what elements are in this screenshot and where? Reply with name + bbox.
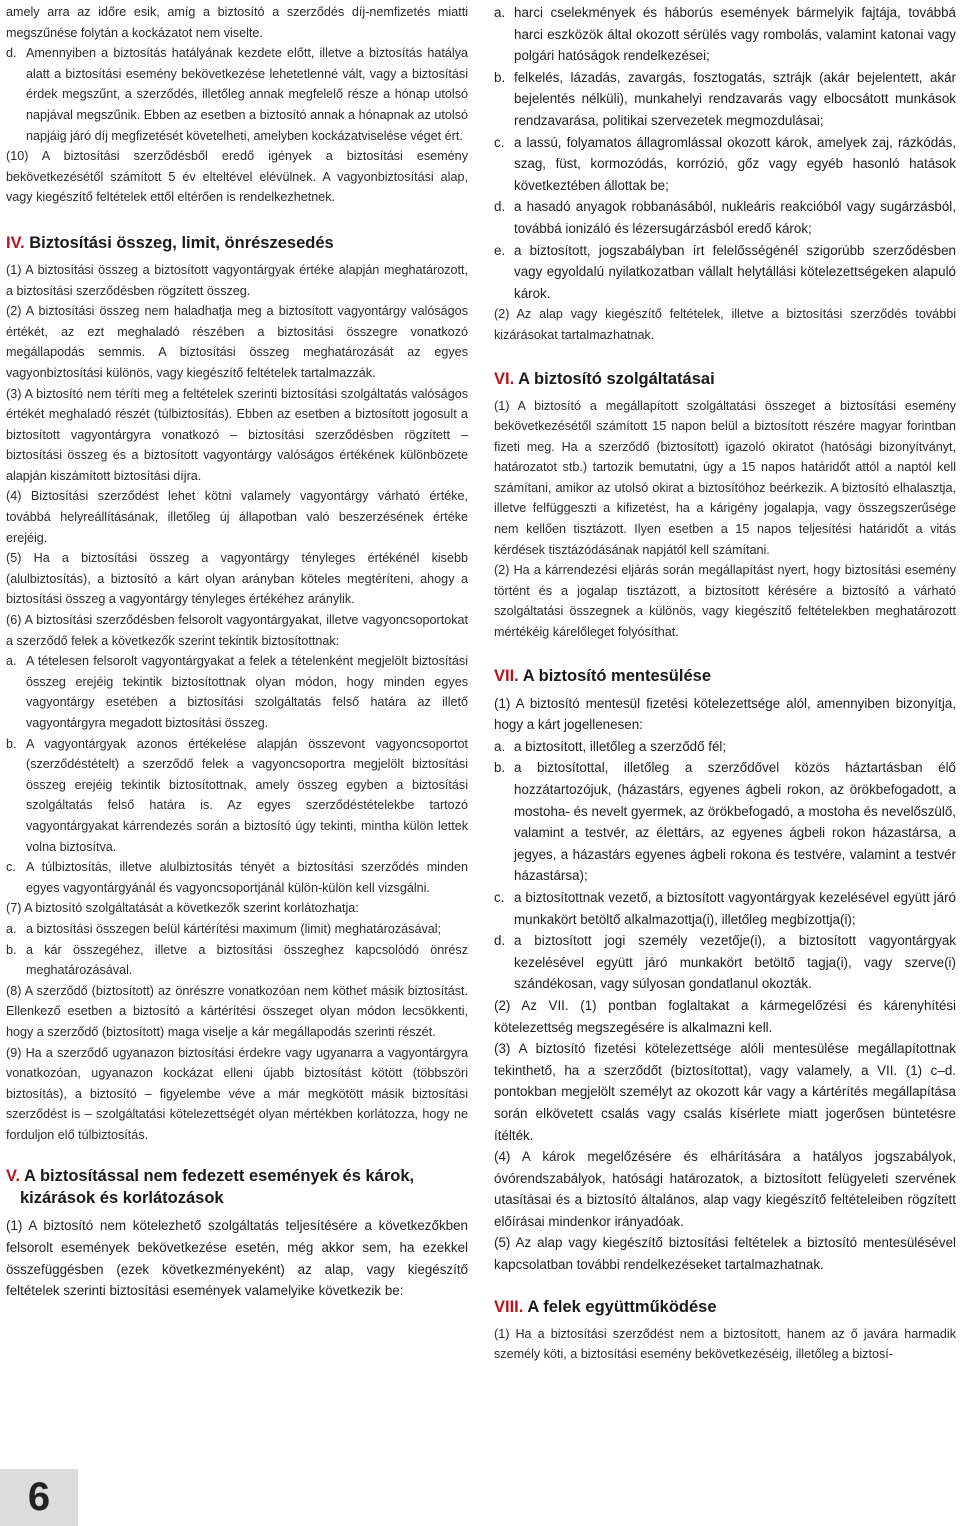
list-marker: b. bbox=[6, 942, 17, 957]
list-item-text: a biztosítottal, illetőleg a szerződővel közös háztartásban élő hozzátartozójuk, (házastárs, egyenes ágbeli rokon, az örökbefogadott, a mostoha- és nevelt gyermek, az örökbefogadó, a mostoha és nevelőszülő, valamint a testvér, az élettárs, az egyenes ágbeli rokon házastársa, a jegyes, a házastárs egyenes ágbeli rokona és testvére, valamint a testvér házastársa); bbox=[514, 760, 956, 884]
list-marker: c. bbox=[6, 860, 16, 875]
list-item-text: Amennyiben a biztosítás hatályának kezdete előtt, illetve a biztosítás hatálya alatt a biztosítási esemény bekövetkezése lehetetlenné vált, vagy a biztosítási érdek megszűnt, a szerződés, illetőleg annak megfelelő része a hónap utolsó napjával megszűnik. Ebben az esetben a biztosító annak a hónapnak az utolsó napjáig járó díj megfizetését követelheti, amelyben kockázatviselése véget ért. bbox=[26, 46, 468, 143]
list-item bbox=[6, 857, 468, 898]
s4p7-list bbox=[6, 919, 468, 981]
section-heading bbox=[494, 368, 956, 390]
list-item-text: a kár összegéhez, illetve a biztosítási összeghez kapcsolódó önrész meghatározásával. bbox=[26, 942, 468, 978]
left-column bbox=[6, 0, 468, 1302]
list-item-text: felkelés, lázadás, zavargás, fosztogatás, sztrájk (akár bejelentett, akár bejelentés nélküli), munkahelyi rendzavarás vagy elbocsátott munkások rendzavarása, politikai szervezetek megmozdulásai; bbox=[514, 69, 956, 128]
list-item bbox=[494, 736, 956, 758]
paragraph: (10) A biztosítási szerződésből eredő igények a biztosítási esemény bekövetkezésétől számított 5 év elteltével elévülnek. A vagyonbiztosítási alap, vagy kiegészítő feltételek ettől eltérően is rendelkezhetnek. bbox=[6, 149, 468, 205]
list-item-text: harci cselekmények és háborús események bármelyik fajtája, továbbá harci eszközök által okozott sérülés vagy rombolás, valamint katonai vagy polgári hatóságok rendelkezései; bbox=[514, 5, 956, 64]
paragraph: (5) Ha a biztosítási összeg a vagyontárgy tényleges értékénél kisebb (alulbiztosítás), a biztosító a kárt olyan arányban köteles megtéríteni, ahogy a biztosítási összeg a vagyontárgy tényleges értékéhez aránylik. bbox=[6, 551, 468, 607]
section-vi bbox=[494, 368, 956, 643]
list-marker: b. bbox=[6, 736, 17, 751]
section-v bbox=[6, 1165, 468, 1301]
list-item bbox=[494, 67, 956, 132]
list-item-text: A vagyontárgyak azonos értékelése alapján összevont vagyoncsoportot (szerződéstételt) a szerződő felek a vagyoncsoportra megjelölt biztosítási összeg erejéig tekintik biztosítottnak, amely összeg egyben a biztosítási szolgáltatás felső határa is. Az egyes szerződéstételekbe tartozó vagyontárgyakat kárrendezés során a biztosító úgy tekinti, mintha külön lettek volna biztosítva. bbox=[26, 736, 468, 854]
paragraph: (2) Az VII. (1) pontban foglaltakat a kármegelőzési és kárenyhítési kötelezettség megszegésére is alkalmazni kell. bbox=[494, 997, 956, 1035]
list-item bbox=[494, 240, 956, 305]
list-item-text: a biztosított jogi személy vezetője(i), a biztosított vagyontárgyak kezelésével együtt járó munkakört betöltő tagja(i), vagy szerve(i) szándékosan, vagy súlyosan gondatlanul okozták. bbox=[514, 933, 956, 992]
paragraph: (2) Ha a kárrendezési eljárás során megállapítást nyert, hogy biztosítási esemény történt és a jogalap tisztázott, a biztosított kérésére a biztosító a várható szolgáltatási összegnek a különös, vagy kiegészítő feltételekben meghatározott mértékéig kárelőleget folyósíthat. bbox=[494, 563, 956, 640]
s5-exclusions-list bbox=[494, 0, 956, 304]
list-item-text: A túlbiztosítás, illetve alulbiztosítás tényét a biztosítási szerződés minden egyes vagyontárgyánál és vagyoncsoportjánál külön-külön kell vizsgálni. bbox=[26, 860, 468, 895]
section-viii bbox=[494, 1296, 956, 1365]
list-item bbox=[494, 2, 956, 67]
paragraph: (3) A biztosító nem téríti meg a feltételek szerinti biztosítási szolgáltatás valóságos értékét meghaladó részét (túlbiztosítás). Ebben az esetben a biztosított jogosult a biztosított vagyontárgyra vonatkozó – biztosítási szerződésben rögzített – biztosítási összeg és a biztosított vagyontárgy valóságos értékének különbözete alapján kiszámított biztosítási díjra. bbox=[6, 386, 468, 483]
list-item bbox=[494, 196, 956, 239]
list-marker: c. bbox=[494, 889, 505, 905]
list-item bbox=[6, 43, 468, 146]
list-item-text: a biztosítási összegen belül kártérítési maximum (limit) meghatározásával; bbox=[26, 921, 442, 936]
list-marker: e. bbox=[494, 242, 506, 258]
paragraph: (7) A biztosító szolgáltatását a következők szerint korlátozhatja: bbox=[6, 901, 359, 916]
list-item-text: a hasadó anyagok robbanásából, nukleáris reakcióból vagy sugárzásból, továbbá ionizáló és lézersugárzásból eredő károk; bbox=[514, 199, 956, 236]
section-heading bbox=[6, 1165, 468, 1209]
paragraph: (1) A biztosítási összeg a biztosított vagyontárgyak értéke alapján meghatározott, a biztosítási szerződésben rögzített összeg. bbox=[6, 262, 468, 298]
section-number: VIII. bbox=[494, 1297, 524, 1316]
list-item-text: a biztosított, illetőleg a szerződő fél; bbox=[514, 738, 727, 754]
paragraph: (2) A biztosítási összeg nem haladhatja meg a biztosított vagyontárgy valóságos értékét, az ezt meghaladó részében a biztosítási összegre vonatkozó megállapodás semmis. A biztosítási összeg meghatározását az egyes vagyonbiztosítási különös, vagy kiegészítő feltételek tartalmazzák. bbox=[6, 304, 468, 380]
section-iv bbox=[6, 232, 468, 1146]
list-marker: a. bbox=[6, 654, 17, 669]
paragraph: (1) A biztosító a megállapított szolgáltatási összeget a biztosítási esemény bekövetkezésétől számított 15 napon belül a biztosított részére magyar forintban fizeti meg. Ha a szerződő (biztosított) igazoló okiratot (hatósági bizonyítványt, határozatot stb.) tartozik bemutatni, úgy a 15 napos határidőt attól a naptól kell számítani, amikor az utolsó okirat a biztosítóhoz beérkezik. A biztosító elhalasztja, illetve felfüggeszti a kifizetést, ha a kárigény jogalapja, vagy összegszerűsége nem kellően tisztázott. Ilyen esetben a 15 napos teljesítési határidőt a vitás kérdések tisztázódásának napjától kell számítani. bbox=[494, 398, 956, 557]
paragraph: (3) A biztosító fizetési kötelezettsége alóli mentesülése megállapítottnak tekinthető, ha a szerződőt (biztosítottat), vagy valamely, a VII. (1) c–d. pontokban megjelölt személyt az okozott kár vagy a kártérítés megállapítása során elkövetett csalás vagy csalás kísérlete miatt jogerősen büntetésre ítélték. bbox=[494, 1041, 956, 1143]
section-title-line2: kizárások és korlátozások bbox=[20, 1189, 224, 1208]
list-marker: a. bbox=[494, 738, 506, 754]
paragraph: (1) A biztosító nem kötelezhető szolgáltatás teljesítésére a következőkben felsorolt események bekövetkezése esetén, még akkor sem, ha ezekkel összefüggésben (ezek következményeként) az alap, vagy kiegészítő feltételek szerinti biztosítási események valamelyike következik be: bbox=[6, 1218, 468, 1299]
section-vii bbox=[494, 665, 956, 1276]
section-number: VII. bbox=[494, 666, 519, 685]
list-item bbox=[494, 757, 956, 887]
list-marker: b. bbox=[494, 760, 506, 776]
list-item-text: a biztosított, jogszabályban írt felelősségénél szigorúbb szerződésben vagy egyoldalú nyilatkozatban vállalt helytállási kötelezettségeken alapuló károk. bbox=[514, 242, 956, 301]
section-title: A felek együttműködése bbox=[523, 1297, 717, 1316]
list-marker: a. bbox=[494, 5, 506, 20]
paragraph: (8) A szerződő (biztosított) az önrészre vonatkozóan nem köthet másik biztosítást. Ellenkező esetben a biztosító a kártérítési összeget olyan módon lecsökkenti, hogy a szerződő (biztosított) maga viselje a kár megállapodás szerinti részét. bbox=[6, 983, 468, 1039]
s7-list bbox=[494, 736, 956, 995]
list-item bbox=[494, 132, 956, 197]
paragraph: (2) Az alap vagy kiegészítő feltételek, illetve a biztosítási szerződés további kizárásokat tartalmazhatnak. bbox=[494, 307, 956, 342]
paragraph: (4) Biztosítási szerződést lehet kötni valamely vagyontárgy várható értéke, továbbá helyreállításának, illetőleg új állapotban való beszerzésének értéke erejéig. bbox=[6, 489, 468, 545]
list-marker: d. bbox=[6, 46, 17, 61]
section-title: A biztosító mentesülése bbox=[518, 666, 711, 685]
section-heading bbox=[494, 1296, 956, 1318]
list-marker: d. bbox=[494, 933, 506, 949]
s4p6-list bbox=[6, 651, 468, 898]
page-number: 6 bbox=[0, 1469, 78, 1526]
section-title: A biztosító szolgáltatásai bbox=[514, 369, 715, 388]
list-marker: c. bbox=[494, 134, 505, 150]
section-title: Biztosítási összeg, limit, önrészesedés bbox=[24, 233, 334, 252]
paragraph: (9) Ha a szerződő ugyanazon biztosítási érdekre vagy ugyanarra a vagyontárgyra vonatkozóan, ugyanazon kockázat elleni újabb biztosítást kötött (többszöri biztosítás), a biztosító – figyelembe véve a már megkötött másik biztosítási szerződést is – szolgáltatási kötelezettségét olyan mértékben korlátozza, hogy ne forduljon elő túlbiztosítás. bbox=[6, 1045, 468, 1142]
list-item-text: a lassú, folyamatos állagromlással okozott károk, amelyek zaj, rázkódás, szag, füst, kormozódás, korrózió, gőz vagy egyéb hasonló hatások következtében állottak be; bbox=[514, 134, 956, 193]
section-number: V. bbox=[6, 1167, 21, 1186]
list-item bbox=[6, 919, 468, 940]
list-item bbox=[494, 887, 956, 930]
section-number: IV. bbox=[6, 233, 25, 252]
item-d-list bbox=[6, 43, 468, 146]
list-marker: b. bbox=[494, 69, 506, 85]
section-title: A biztosítással nem fedezett események és károk, bbox=[20, 1167, 415, 1186]
paragraph: (6) A biztosítási szerződésben felsorolt vagyontárgyakat, illetve vagyoncsoportokat a szerződő felek a következők szerint tekintik biztosítottnak: bbox=[6, 613, 468, 648]
list-item bbox=[6, 940, 468, 981]
right-column bbox=[494, 0, 956, 1365]
paragraph: (5) Az alap vagy kiegészítő biztosítási feltételek a biztosító mentesülésével kapcsolatban további rendelkezéseket tartalmazhatnak. bbox=[494, 1235, 956, 1273]
list-item-text: a biztosítottnak vezető, a biztosított vagyontárgyak kezelésével együtt járó munkakört betöltő alkalmazottja(i), illetőleg megbízottja(i); bbox=[514, 889, 956, 927]
list-marker: a. bbox=[6, 921, 17, 936]
list-item bbox=[6, 734, 468, 858]
list-item-text: A tételesen felsorolt vagyontárgyakat a felek a tételenként megjelölt biztosítási összeg erejéig tekintik biztosítottnak olyan módon, hogy minden egyes vagyontárgy esetében a biztosítási szolgáltatás felső határa az illető vagyontárgyra megadott biztosítási összeg. bbox=[26, 654, 468, 730]
list-item bbox=[494, 930, 956, 995]
paragraph: (1) Ha a biztosítási szerződést nem a biztosított, hanem az ő javára harmadik személy köti, a biztosítási esemény bekövetkezéséig, illetőleg a biztosí- bbox=[494, 1326, 956, 1362]
paragraph: (1) A biztosító mentesül fizetési kötelezettsége alól, amennyiben bizonyítja, hogy a kárt jogellenesen: bbox=[494, 695, 956, 733]
section-number: VI. bbox=[494, 369, 515, 388]
list-marker: d. bbox=[494, 199, 506, 215]
paragraph: (4) A károk megelőzésére és elhárítására a hatályos jogszabályok, óvórendszabályok, hatósági határozatok, a biztosított felügyeleti szervének utasításai és a biztosító általános, alap vagy kiegészítő feltételeiben rögzített előírásai mindenkor irányadóak. bbox=[494, 1149, 956, 1229]
continued-paragraph: amely arra az időre esik, amíg a biztosító a szerződés díj-nemfizetés miatti megszűnése folytán a kockázatot nem viselte. bbox=[6, 5, 468, 40]
section-heading bbox=[6, 232, 468, 254]
section-heading bbox=[494, 665, 956, 687]
list-item bbox=[6, 651, 468, 733]
